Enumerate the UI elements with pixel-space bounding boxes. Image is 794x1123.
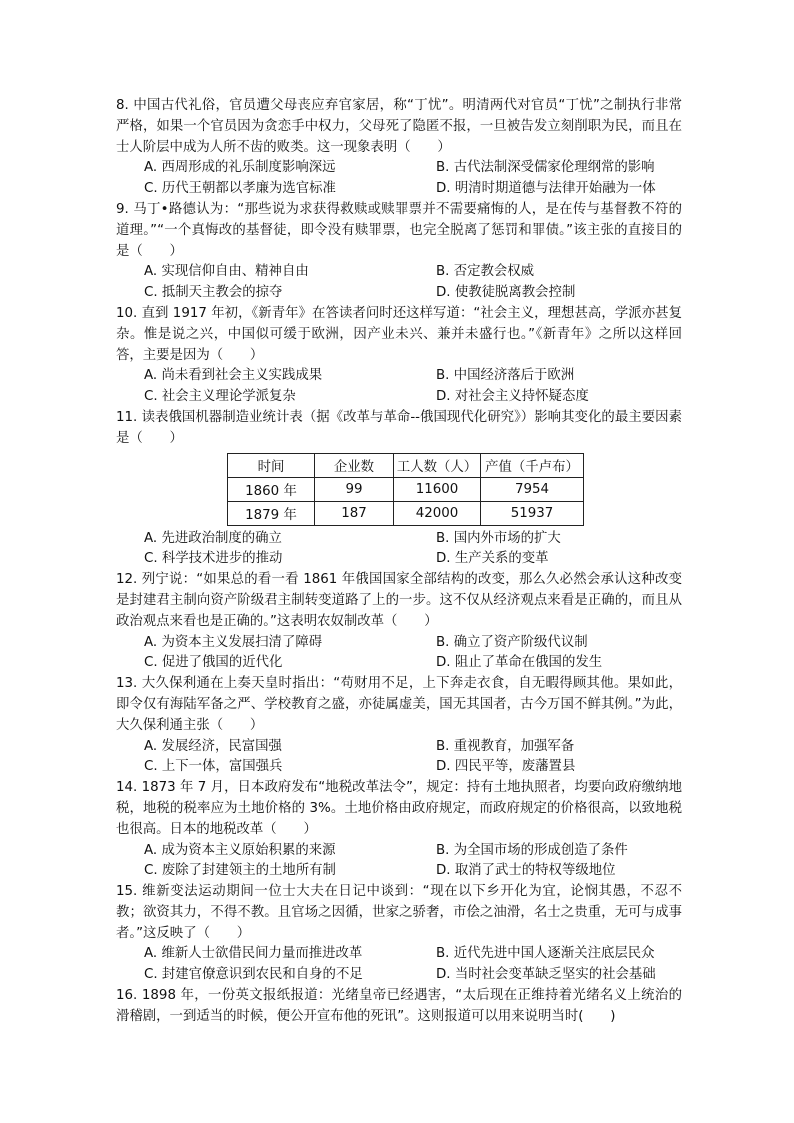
question-text: 16. 1898 年，一份英文报纸报道：光绪皇帝已经遇害，“太后现在正维持着光绪名义上统治的滑稽剧，一到适当的时候，便公开宣布他的死讯”。这则报道可以用来说明当时( ) [116,988,682,1024]
question-text: 13. 大久保利通在上奏天皇时指出：“苟财用不足，上下奔走衣食，自无暇得顾其他。果如此，即令仅有海陆军备之严、学校教育之盛，亦徒属虚美，国无其国者，古今万国不鲜其例。”为此，大久保利通主张（ ） [116,676,682,733]
option-d[interactable]: D. 生产关系的变革 [436,551,549,567]
option-a[interactable]: A. 发展经济，民富国强 [144,738,282,754]
option-c[interactable]: C. 上下一体，富国强兵 [144,759,283,775]
option-b[interactable]: B. 国内外市场的扩大 [436,530,561,546]
table-cell: 51937 [481,501,584,525]
table-cell: 187 [315,501,394,525]
option-c[interactable]: C. 科学技术进步的推动 [144,551,283,567]
question-text: 10. 直到 1917 年初，《新青年》在答读者问时还这样写道：“社会主义，理想甚高，学派亦甚复杂。惟是说之兴，中国似可缓于欧洲，因产业未兴、兼并未盛行也。”《新青年》之所以这样回答，主要是因为（ ） [116,305,682,363]
option-d[interactable]: D. 明清时期道德与法律开始融为一体 [436,181,656,197]
question-8 [116,96,682,200]
option-d[interactable]: D. 当时社会变革缺乏坚实的社会基础 [436,967,656,983]
question-10 [116,304,682,408]
table-header-cell: 企业数 [315,453,394,477]
option-d[interactable]: D. 使教徒脱离教会控制 [436,285,576,301]
options [116,944,682,986]
question-12 [116,570,682,674]
option-b[interactable]: B. 确立了资产阶级代议制 [436,634,588,650]
option-a[interactable]: A. 西周形成的礼乐制度影响深远 [144,160,336,176]
table-header-cell: 工人数（人） [394,453,481,477]
option-d[interactable]: D. 对社会主义持怀疑态度 [436,389,589,405]
option-b[interactable]: B. 古代法制深受儒家伦理纲常的影响 [436,160,655,176]
option-c[interactable]: C. 抵制天主教会的掠夺 [144,285,283,301]
question-11 [116,408,682,570]
option-a[interactable]: A. 实现信仰自由、精神自由 [144,264,309,280]
option-d[interactable]: D. 四民平等，废藩置县 [436,759,576,775]
options [116,737,682,779]
machinery-stats-table [227,453,584,526]
options [116,262,682,304]
table-header-cell: 时间 [228,453,315,477]
options [116,366,682,408]
question-13 [116,674,682,778]
table-cell: 1879 年 [228,501,315,525]
table-row [228,477,584,501]
table-cell: 99 [315,477,394,501]
options [116,633,682,675]
option-a[interactable]: A. 先进政治制度的确立 [144,530,282,546]
table-row [228,501,584,525]
option-d[interactable]: D. 取消了武士的特权等级地位 [436,863,616,879]
option-c[interactable]: C. 促进了俄国的近代化 [144,655,283,671]
question-15 [116,882,682,986]
option-a[interactable]: A. 维新人士欲借民间力量而推进改革 [144,946,363,962]
option-a[interactable]: A. 尚未看到社会主义实践成果 [144,368,323,384]
table-cell: 1860 年 [228,477,315,501]
options [116,158,682,200]
option-d[interactable]: D. 阻止了革命在俄国的发生 [436,655,603,671]
exam-page [116,96,682,1028]
option-b[interactable]: B. 重视教育，加强军备 [436,738,575,754]
question-text: 8. 中国古代礼俗，官员遭父母丧应弃官家居，称“丁忧”。明清两代对官员“丁忧”之制执行非常严格，如果一个官员因为贪恋手中权力，父母死了隐匿不报，一旦被告发立刻削职为民，而且在士人阶层中成为人所不齿的败类。这一现象表明（ ） [116,98,682,155]
option-c[interactable]: C. 社会主义理论学派复杂 [144,389,296,405]
question-9 [116,200,682,304]
table-header-cell: 产值（千卢布） [481,453,584,477]
question-text: 12. 列宁说：“如果总的看一看 1861 年俄国国家全部结构的改变，那么久必然会承认这种改变是封建君主制向资产阶级君主制转变道路了上的一步。这不仅从经济观点来看是正确的，而且从政治观点来看也是正确的。”这表明农奴制改革（ ） [116,572,682,629]
option-b[interactable]: B. 否定教会权威 [436,264,535,280]
table-cell: 42000 [394,501,481,525]
option-c[interactable]: C. 废除了封建领主的土地所有制 [144,863,336,879]
table-header-row [228,453,584,477]
question-text: 14. 1873 年 7 月，日本政府发布“地税改革法令”，规定：持有土地执照者，均要向政府缴纳地税，地税的税率应为土地价格的 3%。土地价格由政府规定，而政府规定的价格很高，以致地税也很高。日本的地税改革（ ） [116,780,682,837]
option-a[interactable]: A. 成为资本主义原始积累的来源 [144,842,336,858]
option-c[interactable]: C. 历代王朝都以孝廉为选官标准 [144,181,336,197]
question-16 [116,986,682,1028]
option-c[interactable]: C. 封建官僚意识到农民和自身的不足 [144,967,363,983]
question-text: 11. 读表俄国机器制造业统计表（据《改革与革命--俄国现代化研究》）影响其变化的最主要因素是（ ） [116,409,682,446]
options [116,841,682,883]
options [116,529,682,571]
question-14 [116,778,682,882]
question-text: 15. 维新变法运动期间一位士大夫在日记中谈到：“现在以下乡开化为宜，论悯其愚，不忍不教；欲资其力，不得不教。且官场之因循，世家之骄奢，市侩之油滑，名士之贵重，无可与成事者。”这反映了（ ） [116,884,682,941]
table-cell: 7954 [481,477,584,501]
option-a[interactable]: A. 为资本主义发展扫清了障碍 [144,634,323,650]
option-b[interactable]: B. 近代先进中国人逐渐关注底层民众 [436,946,655,962]
option-b[interactable]: B. 中国经济落后于欧洲 [436,368,575,384]
question-text: 9. 马丁•路德认为：“那些说为求获得救赎或赎罪票并不需要痛悔的人，是在传与基督教不符的道理。”“一个真悔改的基督徒，即令没有赎罪票，也完全脱离了惩罚和罪债。”该主张的直接目的是（ ） [116,201,682,259]
option-b[interactable]: B. 为全国市场的形成创造了条件 [436,842,628,858]
table-cell: 11600 [394,477,481,501]
